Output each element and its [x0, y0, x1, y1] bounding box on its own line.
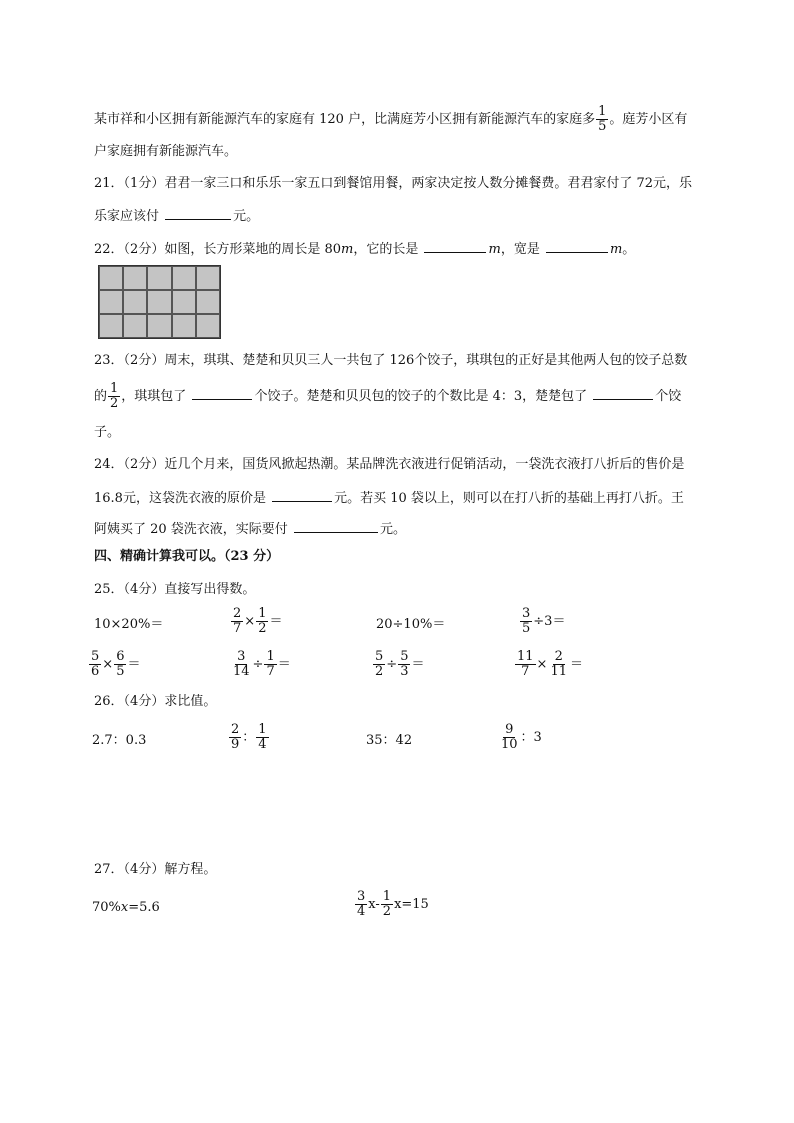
q26-title: 26．（4分）求比值。 — [94, 694, 217, 709]
q25-r1c2: $\frac{2}{7}$ × $\frac{1}{2}$ ＝ — [233, 606, 283, 636]
q20-line2: 户家庭拥有新能源汽车。 — [94, 144, 238, 159]
fraction: $\frac{1}{2}$ — [382, 889, 392, 919]
fraction: $\frac{5}{3}$ — [400, 649, 409, 679]
q24-line1: 24．（2分）近几个月来，国货风掀起热潮。某品牌洗衣液进行促销活动，一袋洗衣液打八折后的售价是 — [94, 457, 685, 472]
fraction: $\frac{6}{5}$ — [116, 649, 125, 679]
q27-eq2: $\frac{3}{4}$ x- $\frac{1}{2}$ x=15 — [357, 889, 429, 919]
q23-line2: 的 $\frac{1}{2}$ ，琪琪包了 个饺子。楚楚和贝贝包的饺子的个数比是 4：3，楚楚包了 个饺 — [94, 381, 682, 411]
q25-r2c2: $\frac{3}{14}$ ÷ $\frac{1}{7}$ ＝ — [233, 649, 291, 679]
fraction: $\frac{11}{7}$ — [517, 649, 534, 679]
fraction: $\frac{2}{7}$ — [233, 606, 242, 636]
fraction: $\frac{1}{7}$ — [266, 649, 275, 679]
q26-c1: 2.7：0.3 — [92, 733, 147, 748]
fraction: $\frac{3}{14}$ — [233, 649, 250, 679]
q26-c2: $\frac{2}{9}$ ： $\frac{1}{4}$ — [231, 722, 267, 752]
answer-blank[interactable] — [165, 205, 231, 220]
fraction: $\frac{3}{4}$ — [357, 889, 366, 919]
q26-c3: 35：42 — [366, 733, 413, 748]
q22-line: 22．（2分）如图，长方形菜地的周长是 80m，它的长是 m，宽是 m。 — [94, 238, 635, 259]
q24-line2: 16.8元，这袋洗衣液的原价是 元。若买 10 袋以上，则可以在打八折的基础上再打八折。王 — [94, 487, 684, 508]
fraction: $\frac{1}{4}$ — [258, 722, 267, 752]
answer-blank[interactable] — [546, 238, 608, 253]
fraction: $\frac{5}{2}$ — [375, 649, 384, 679]
q25-title: 25．（4分）直接写出得数。 — [94, 582, 256, 597]
q25-r2c3: $\frac{5}{2}$ ÷ $\frac{5}{3}$ ＝ — [375, 649, 425, 679]
fraction: $\frac{3}{5}$ — [522, 606, 531, 636]
q27-title: 27．（4分）解方程。 — [94, 862, 217, 877]
q26-c4: $\frac{9}{10}$ ：3 — [501, 722, 542, 752]
q21-line1: 21．（1分）君君一家三口和乐乐一家五口到餐馆用餐，两家决定按人数分摊餐费。君君家付了 72元，乐 — [94, 176, 692, 191]
fraction: $\frac{9}{10}$ — [501, 722, 518, 752]
q21-line2: 乐家应该付 元。 — [94, 205, 259, 226]
fraction: $\frac{1}{2}$ — [110, 381, 119, 411]
rectangle-field-figure — [98, 265, 221, 339]
q20-line1: 某市祥和小区拥有新能源汽车的家庭有 120 户，比满庭芳小区拥有新能源汽车的家庭多 $\frac{1}{5}$ 。庭芳小区有 — [94, 104, 688, 134]
answer-blank[interactable] — [272, 487, 332, 502]
q23-line1: 23．（2分）周末，琪琪、楚楚和贝贝三人一共包了 126个饺子，琪琪包的正好是其他两人包的饺子总数 — [94, 353, 688, 368]
section-heading: 四、精确计算我可以。（23 分） — [94, 549, 280, 564]
fraction: $\frac{5}{6}$ — [91, 649, 100, 679]
answer-blank[interactable] — [294, 518, 378, 533]
fraction: $\frac{1}{5}$ — [598, 104, 607, 134]
q25-r2c1: $\frac{5}{6}$ × $\frac{6}{5}$ ＝ — [91, 649, 141, 679]
q24-line3: 阿姨买了 20 袋洗衣液，实际要付 元。 — [94, 518, 406, 539]
answer-blank[interactable] — [424, 238, 486, 253]
fraction: $\frac{2}{9}$ — [231, 722, 240, 752]
q25-r1c3: 20÷10%＝ — [376, 617, 446, 632]
answer-blank[interactable] — [192, 385, 252, 400]
q25-r1c1: 10×20%＝ — [94, 617, 164, 632]
fraction: $\frac{2}{11}$ — [550, 649, 567, 679]
q27-eq1: 70%x=5.6 — [92, 900, 160, 915]
answer-blank[interactable] — [593, 385, 653, 400]
q25-r2c4: $\frac{11}{7}$ × $\frac{2}{11}$ ＝ — [517, 649, 584, 679]
q25-r1c4: $\frac{3}{5}$ ÷3＝ — [522, 606, 566, 636]
fraction: $\frac{1}{2}$ — [258, 606, 267, 636]
q23-line3: 子。 — [94, 425, 121, 440]
